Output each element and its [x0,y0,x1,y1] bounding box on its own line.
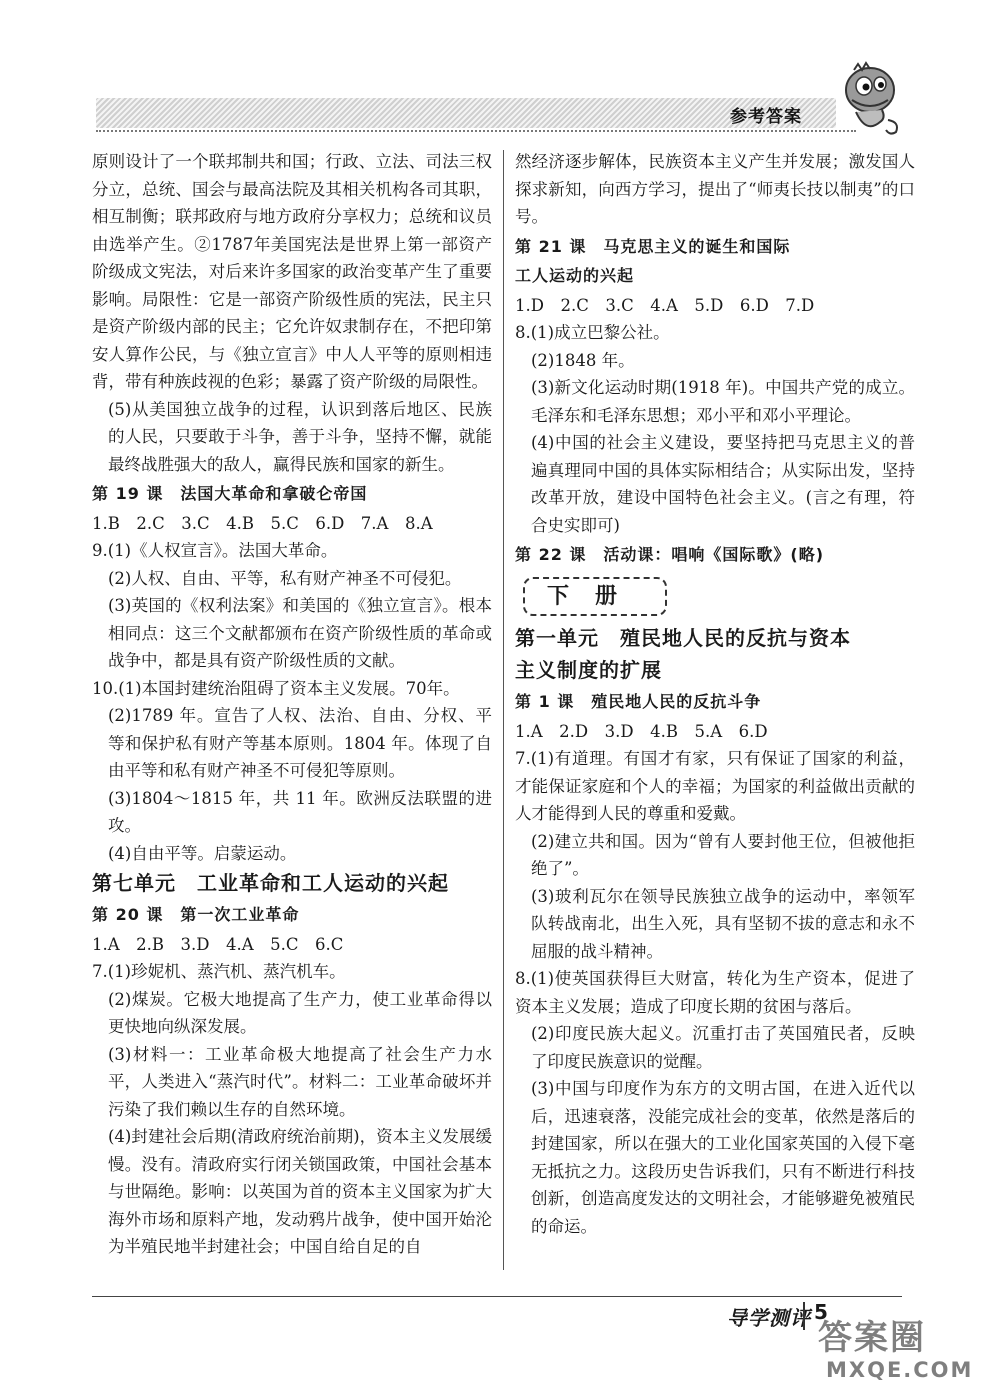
answer-paragraph: 9.(1)《人权宣言》。法国大革命。 [92,541,338,560]
answer-paragraph: (4)自由平等。启蒙运动。 [108,843,297,863]
lesson-heading: 第 20 课 第一次工业革命 [92,905,300,924]
column-divider [503,150,504,1270]
unit-heading: 第一单元 殖民地人民的反抗与资本 [515,626,851,650]
answer-paragraph: (4)中国的社会主义建设，要坚持把马克思主义的普遍真理同中国的具体实际相结合；从实际出发，坚持改革开放，建设中国特色社会主义。(言之有理，符合史实即可) [531,433,915,535]
answer-paragraph: (2)1848 年。 [531,350,635,370]
answer-paragraph: (3)玻利瓦尔在领导民族独立战争的运动中，率领军队转战南北，出生入死，具有坚韧不拔的意志和永不屈服的战斗精神。 [531,886,915,961]
lesson-heading: 第 22 课 活动课：唱响《国际歌》(略) [515,545,825,564]
answer-paragraph: (3)新文化运动时期(1918 年)。中国共产党的成立。毛泽东和毛泽东思想；邓小平和邓小平理论。 [531,378,915,425]
dinosaur-mascot-icon [836,60,906,140]
answer-paragraph: 1.D 2.C 3.C 4.A 5.D 6.D 7.D [515,295,815,315]
answer-paragraph: 8.(1)使英国获得巨大财富，转化为生产资本，促进了资本主义发展；造成了印度长期的贫困与落后。 [515,969,915,1016]
answer-paragraph: (3)中国与印度作为东方的文明古国，在进入近代以后，迅速衰落，没能完成社会的变革，依然是落后的封建国家，所以在强大的工业化国家英国的入侵下毫无抵抗之力。这段历史告诉我们，只有不断进行科技创新，创造高度发达的文明社会，才能够避免被殖民的命运。 [531,1079,915,1236]
answer-paragraph: 然经济逐步解体，民族资本主义产生并发展；激发国人探求新知，向西方学习，提出了“师夷长技以制夷”的口号。 [515,152,915,226]
footer-rule [92,1296,902,1297]
volume-label: 下册 [523,577,667,617]
footer-book-title: 导学测评 [727,1306,811,1330]
answer-paragraph: (3)1804～1815 年，共 11 年。欧洲反法联盟的进攻。 [108,788,492,835]
lesson-heading: 第 1 课 殖民地人民的反抗斗争 [515,692,762,711]
unit-heading: 主义制度的扩展 [515,658,662,682]
header-dotted-rule [96,130,856,132]
answer-paragraph: 原则设计了一个联邦制共和国；行政、立法、司法三权分立，总统、国会与最高法院及其相关机构各司其职，相互制衡；联邦政府与地方政府分享权力；总统和议员由选举产生。②1787年美国宪法是世界上第一部资产阶级成文宪法，对后来许多国家的政治变革产生了重要影响。局限性：它是一部资产阶级性质的宪法，民主只是资产阶级内部的民主；它允许奴隶制存在，不把印第安人算作公民，与《独立宣言》中人人平等的原则相违背，带有种族歧视的色彩；暴露了资产阶级的局限性。 [92,152,492,391]
answer-paragraph: (2)人权、自由、平等，私有财产神圣不可侵犯。 [108,568,462,588]
watermark-bottom-text: MXQE.COM [826,1358,974,1382]
answer-paragraph: (5)从美国独立战争的过程，认识到落后地区、民族的人民，只要敢于斗争，善于斗争，坚持不懈，就能最终战胜强大的敌人，赢得民族和国家的新生。 [108,399,492,474]
lesson-heading: 第 21 课 马克思主义的诞生和国际 [515,236,791,256]
answer-paragraph: 7.(1)有道理。有国才有家，只有保证了国家的利益，才能保证家庭和个人的幸福；为国家的利益做出贡献的人才能得到人民的尊重和爱戴。 [515,749,915,823]
answer-paragraph: (2)煤炭。它极大地提高了生产力，使工业革命得以更快地向纵深发展。 [108,989,492,1036]
lesson-heading: 工人运动的兴起 [515,266,635,285]
answer-paragraph: (2)印度民族大起义。沉重打击了英国殖民者，反映了印度民族意识的觉醒。 [531,1024,915,1071]
answer-paragraph: (3)材料一：工业革命极大地提高了社会生产力水平，人类进入“蒸汽时代”。材料二：工业革命破坏并污染了我们赖以生存的自然环境。 [108,1044,492,1119]
answer-paragraph: 1.B 2.C 3.C 4.B 5.C 6.D 7.A 8.A [92,513,433,533]
watermark-logo [818,1318,988,1388]
answer-paragraph: 10.(1)本国封建统治阻碍了资本主义发展。70年。 [92,678,460,698]
left-column [92,148,492,1261]
unit-heading: 第七单元 工业革命和工人运动的兴起 [92,871,449,895]
header-band [96,98,836,128]
watermark-top-text: 答案圈 [818,1318,926,1358]
answer-paragraph: (3)英国的《权利法案》和美国的《独立宣言》。根本相同点：这三个文献都颁布在资产阶级性质的革命或战争中，都是具有资产阶级性质的文献。 [108,596,492,670]
answer-paragraph: 8.(1)成立巴黎公社。 [515,323,670,342]
answer-paragraph: (2)建立共和国。因为“曾有人要封他王位，但被他拒绝了”。 [531,831,915,878]
header-title: 参考答案 [730,107,802,127]
answer-paragraph: 1.A 2.B 3.D 4.A 5.C 6.C [92,934,344,954]
footer-separator [803,1302,805,1330]
answer-paragraph: (4)封建社会后期(清政府统治前期)，资本主义发展缓慢。没有。清政府实行闭关锁国政策，中国社会基本与世隔绝。影响：以英国为首的资本主义国家为扩大海外市场和原料产地，发动鸦片战争，使中国开始沦为半殖民地半封建社会；中国自给自足的自 [108,1127,492,1256]
answer-paragraph: 7.(1)珍妮机、蒸汽机、蒸汽机车。 [92,962,346,981]
right-column [515,148,915,1240]
answer-paragraph: 1.A 2.D 3.D 4.B 5.A 6.D [515,721,768,741]
page-number: 5 [814,1300,828,1324]
answer-paragraph: (2)1789 年。宣告了人权、法治、自由、分权、平等和保护私有财产等基本原则。1804 年。体现了自由平等和私有财产神圣不可侵犯等原则。 [108,706,492,780]
lesson-heading: 第 19 课 法国大革命和拿破仑帝国 [92,484,368,503]
